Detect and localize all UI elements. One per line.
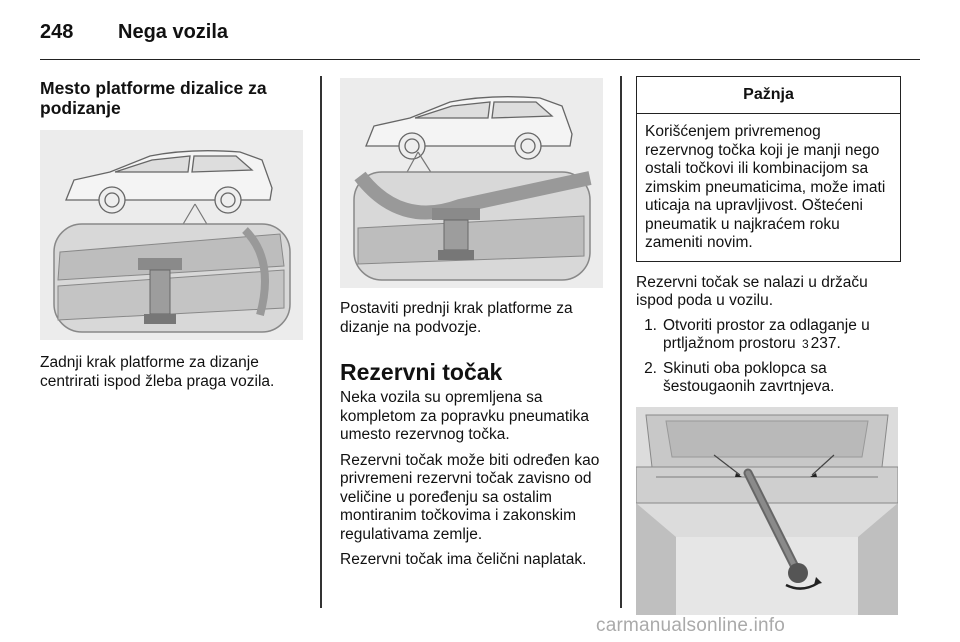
page-reference-icon[interactable]: 3 [801,337,809,351]
caution-box [636,76,901,262]
step-text: Skinuti oba poklopca sa šestougaonih zavrtnjeva. [663,359,835,395]
watermark: carmanualsonline.info [596,615,786,636]
column-3 [636,76,901,615]
column-divider-left [320,76,322,608]
column-divider-right [620,76,622,608]
list-item [636,317,901,354]
column-1 [40,78,305,391]
figure-caption-front: Postaviti prednji krak platforme za dizanje na podvozje. [340,300,573,336]
caution-text: Korišćenjem privremenog rezervnog točka koji je manji nego ostali točkovi ili kombinacijom sa zimskim pneumaticima, može imati uticaja na upravljivost. Oštećeni pneumatik u najkraćem roku zameniti novim. [645,123,886,251]
paragraph: Rezervni točak može biti određen kao privremeni rezervni točak zavisno od veličine u poređenju sa ostalim montiranim točkovima i zakonskim regulativama zemlje. [340,451,600,543]
step-text-content: Otvoriti prostor za odlaganje u prtljažnom prostoru [663,316,870,352]
spare-wheel-intro: Rezervni točak se nalazi u držaču ispod poda u vozilu. [636,273,868,309]
boot-floor-cover-illustration [636,407,898,615]
chapter-title: Nega vozila [118,21,229,43]
page-number: 248 [40,21,74,43]
column-2 [340,78,605,570]
rear-lift-point-illustration [40,130,303,340]
section-subheading: Mesto platforme dizalice za podizanje [40,78,267,118]
page-reference[interactable]: 237. [810,335,841,352]
page-header [40,18,920,60]
front-lift-point-illustration [340,78,603,288]
list-item [636,360,901,397]
section-heading-spare-wheel: Rezervni točak [340,359,503,385]
caution-title: Pažnja [637,77,900,114]
figure-caption-rear: Zadnji krak platforme za dizanje centrirati ispod žleba praga vozila. [40,354,275,390]
step-number: 2. [644,359,657,377]
step-text [663,317,901,354]
step-list [636,317,901,397]
paragraph: Neka vozila su opremljena sa kompletom za popravku pneumatika umesto rezervnog točka. [340,389,589,443]
paragraph: Rezervni točak ima čelični naplatak. [340,551,587,568]
step-number: 1. [644,316,657,334]
